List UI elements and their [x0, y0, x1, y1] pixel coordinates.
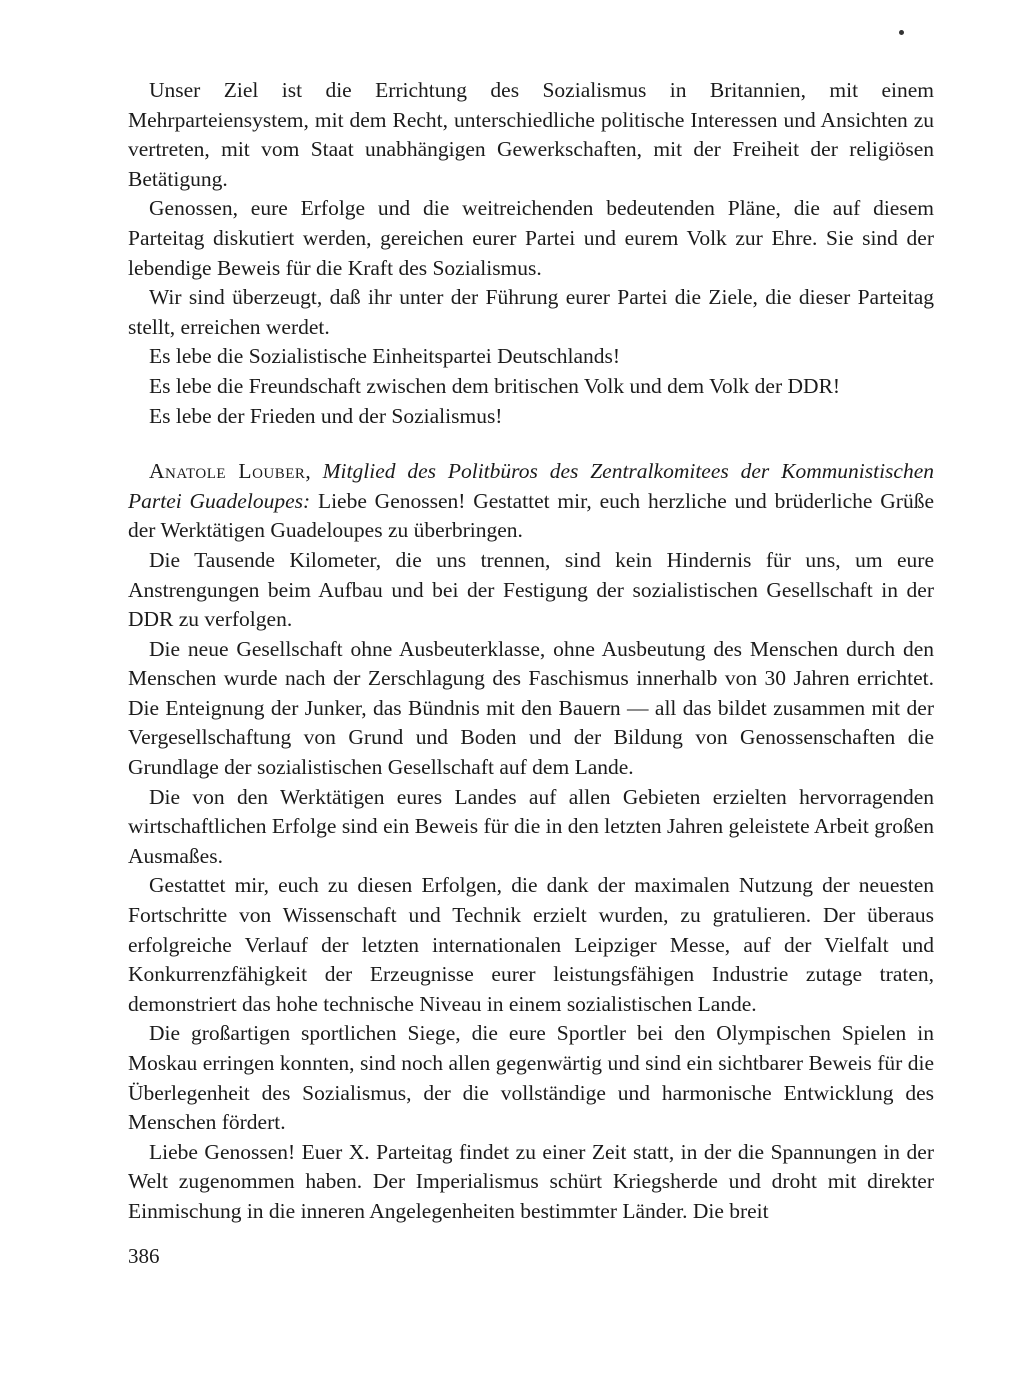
section-gap [128, 431, 934, 457]
paragraph: Genossen, eure Erfolge und die weitreichenden bedeutenden Pläne, die auf diesem Parteitag diskutiert werden, gereichen eurer Partei und eurem Volk zur Ehre. Sie sind der lebendige Beweis für die Kraft des Sozialismus. [128, 196, 934, 280]
speaker-opening: Liebe Genossen! Gestattet mir, euch herzliche und brüderliche Grüße der Werktätigen Guadeloupes zu überbringen. [128, 488, 934, 543]
speaker-separator: , [305, 459, 323, 484]
paragraph: Wir sind überzeugt, daß ihr unter der Führung eurer Partei die Ziele, die dieser Parteitag stellt, erreichen werdet. [128, 285, 934, 339]
paragraph: Gestattet mir, euch zu diesen Erfolgen, die dank der maximalen Nutzung der neuesten Fortschritte von Wissenschaft und Technik erzielt wurden, zu gratulieren. Der überaus erfolgreiche Verlauf der letzten internationalen Leipziger Messe, auf der Vielfalt und Konkurrenzfähigkeit der Erzeugnisse eurer leistungsfähigen Industrie zutage traten, demonstriert das hohe technische Niveau in einem sozialistischen Lande. [128, 873, 934, 1016]
paragraph: Die großartigen sportlichen Siege, die eure Sportler bei den Olympischen Spielen in Moskau erringen konnten, sind noch allen gegenwärtig und sind ein sichtbarer Beweis für die Überlegenheit des Sozialismus, der die vollständige und harmonische Entwicklung des Menschen fördert. [128, 1021, 934, 1135]
paragraph: Es lebe die Sozialistische Einheitspartei Deutschlands! [149, 344, 621, 369]
paragraph: Unser Ziel ist die Errichtung des Sozialismus in Britannien, mit einem Mehrparteiensystem, mit dem Recht, unterschiedliche politische Interessen und Ansichten zu vertreten, mit vom Staat unabhängigen Gewerkschaften, mit der Freiheit der religiösen Betätigung. [128, 78, 934, 191]
paragraph: Liebe Genossen! Euer X. Parteitag findet zu einer Zeit statt, in der die Spannungen in der Welt zugenommen haben. Der Imperialismus schürt Kriegsherde und droht mit direkter Einmischung in die inneren Angelegenheiten bestimmter Länder. Die breit [128, 1139, 934, 1223]
speaker-name: Anatole Louber [149, 459, 306, 484]
page-body [128, 76, 934, 1227]
paragraph: Die Tausende Kilometer, die uns trennen, sind kein Hindernis für uns, um eure Anstrengungen beim Aufbau und bei der Festigung der sozialistischen Gesellschaft in der DDR zu verfolgen. [128, 547, 934, 632]
speaker-paragraph [128, 457, 934, 546]
paragraph: Die neue Gesellschaft ohne Ausbeuterklasse, ohne Ausbeutung des Menschen durch den Menschen wurde nach der Zerschlagung des Faschismus innerhalb von 30 Jahren errichtet. Die Enteignung der Junker, das Bündnis mit den Bauern — all das bildet zusammen mit der Vergesellschaftung von Grund und Boden und der Bildung von Genossenschaften die Grundlage der sozialistischen Gesellschaft auf dem Lande. [128, 636, 934, 780]
paragraph: Die von den Werktätigen eures Landes auf allen Gebieten erzielten hervorragenden wirtschaftlichen Erfolge sind ein Beweis für die in den letzten Jahren geleistete Arbeit großen Ausmaßes. [128, 784, 934, 868]
paragraph: Es lebe der Frieden und der Sozialismus! [149, 403, 503, 428]
page-number: 386 [128, 1244, 160, 1268]
speaker-role: Mitglied des Politbüros des Zentralkomitees der Kommunistischen Partei Guadeloupes: [128, 459, 934, 513]
margin-mark [899, 30, 904, 35]
paragraph: Es lebe die Freundschaft zwischen dem britischen Volk und dem Volk der DDR! [149, 373, 841, 398]
